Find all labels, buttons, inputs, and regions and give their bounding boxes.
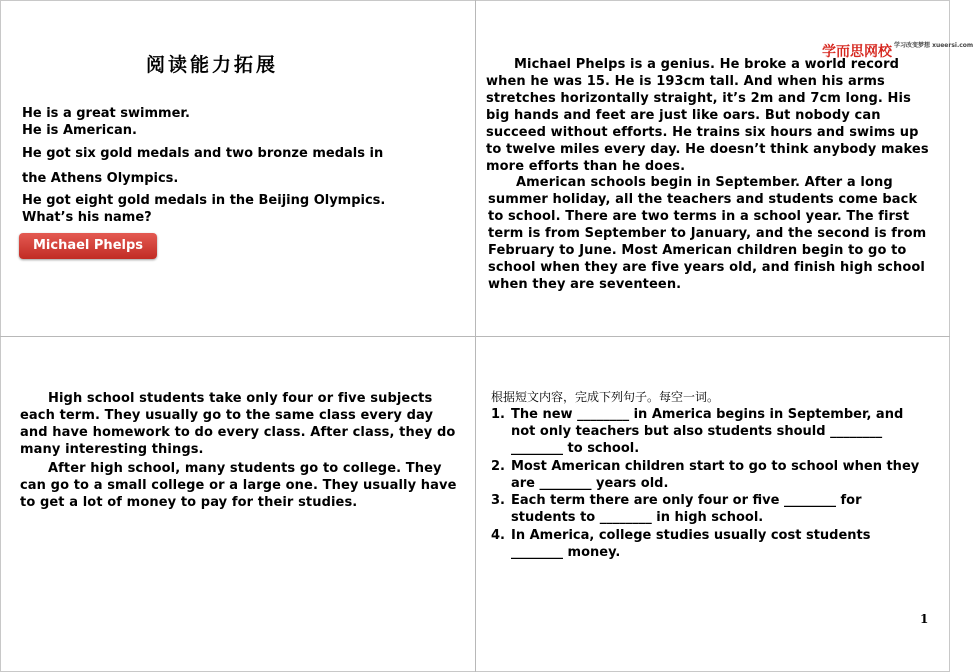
item-number: 3. [491, 493, 505, 508]
slide-title: 阅读能力拓展 [146, 54, 279, 76]
clue-2: He is American. [22, 123, 137, 138]
passage-paragraph-2: American schools begin in September. After a long summer holiday, all the teachers and students come back to school. There are two terms in a school year. The first term is from September to January, and the second is from February to June. Most American children begin to go to school when they are five years old, and finish high school when they are seventeen. [488, 175, 927, 292]
exercise-item [491, 492, 921, 526]
passage-paragraph-3: High school students take only four or five subjects each term. They usually go to the same class every day and have homework to do every class. After class, they do many interesting things. [20, 391, 456, 457]
question: What’s his name? [22, 210, 152, 225]
clue-3: He got six gold medals and two bronze medals in [22, 146, 384, 161]
exercise-item [491, 527, 921, 561]
passage-paragraph-1: Michael Phelps is a genius. He broke a world record when he was 15. He is 193cm tall. And when his arms stretches horizontally straight, it’s 2m and 7cm long. His big hands and feet are just like oars. But nobody can succeed without efforts. He trains six hours and swims up to twelve miles every day. He doesn’t think anybody makes more efforts than he does. [486, 57, 929, 174]
page-number: 1 [920, 612, 929, 626]
answer-button[interactable]: Michael Phelps [19, 233, 157, 259]
item-text: In America, college studies usually cost students ________ money. [511, 528, 871, 560]
horizontal-divider [0, 336, 950, 337]
logo-tagline: 学习改变梦想 xueersi.com [894, 42, 973, 49]
exercise-item [491, 458, 921, 492]
clue-3-cont: the Athens Olympics. [22, 171, 179, 186]
clue-4: He got eight gold medals in the Beijing Olympics. [22, 193, 386, 208]
exercise-item [491, 406, 921, 457]
exercise-instruction: 根据短文内容，完成下列句子。每空一词。 [491, 390, 720, 404]
item-number: 4. [491, 528, 505, 543]
logo-text: 学而思网校 [822, 44, 892, 60]
item-text: Most American children start to go to school when they are ________ years old. [511, 459, 920, 491]
passage-paragraph-4: After high school, many students go to college. They can go to a small college or a large one. They usually have to get a lot of money to pay for their studies. [20, 461, 457, 510]
item-number: 2. [491, 459, 505, 474]
item-number: 1. [491, 407, 505, 422]
item-text: The new ________ in America begins in September, and not only teachers but also students should ________ ________ to school. [511, 407, 904, 456]
item-text: Each term there are only four or five ________ for students to ________ in high school. [511, 493, 862, 525]
clue-1: He is a great swimmer. [22, 106, 190, 121]
